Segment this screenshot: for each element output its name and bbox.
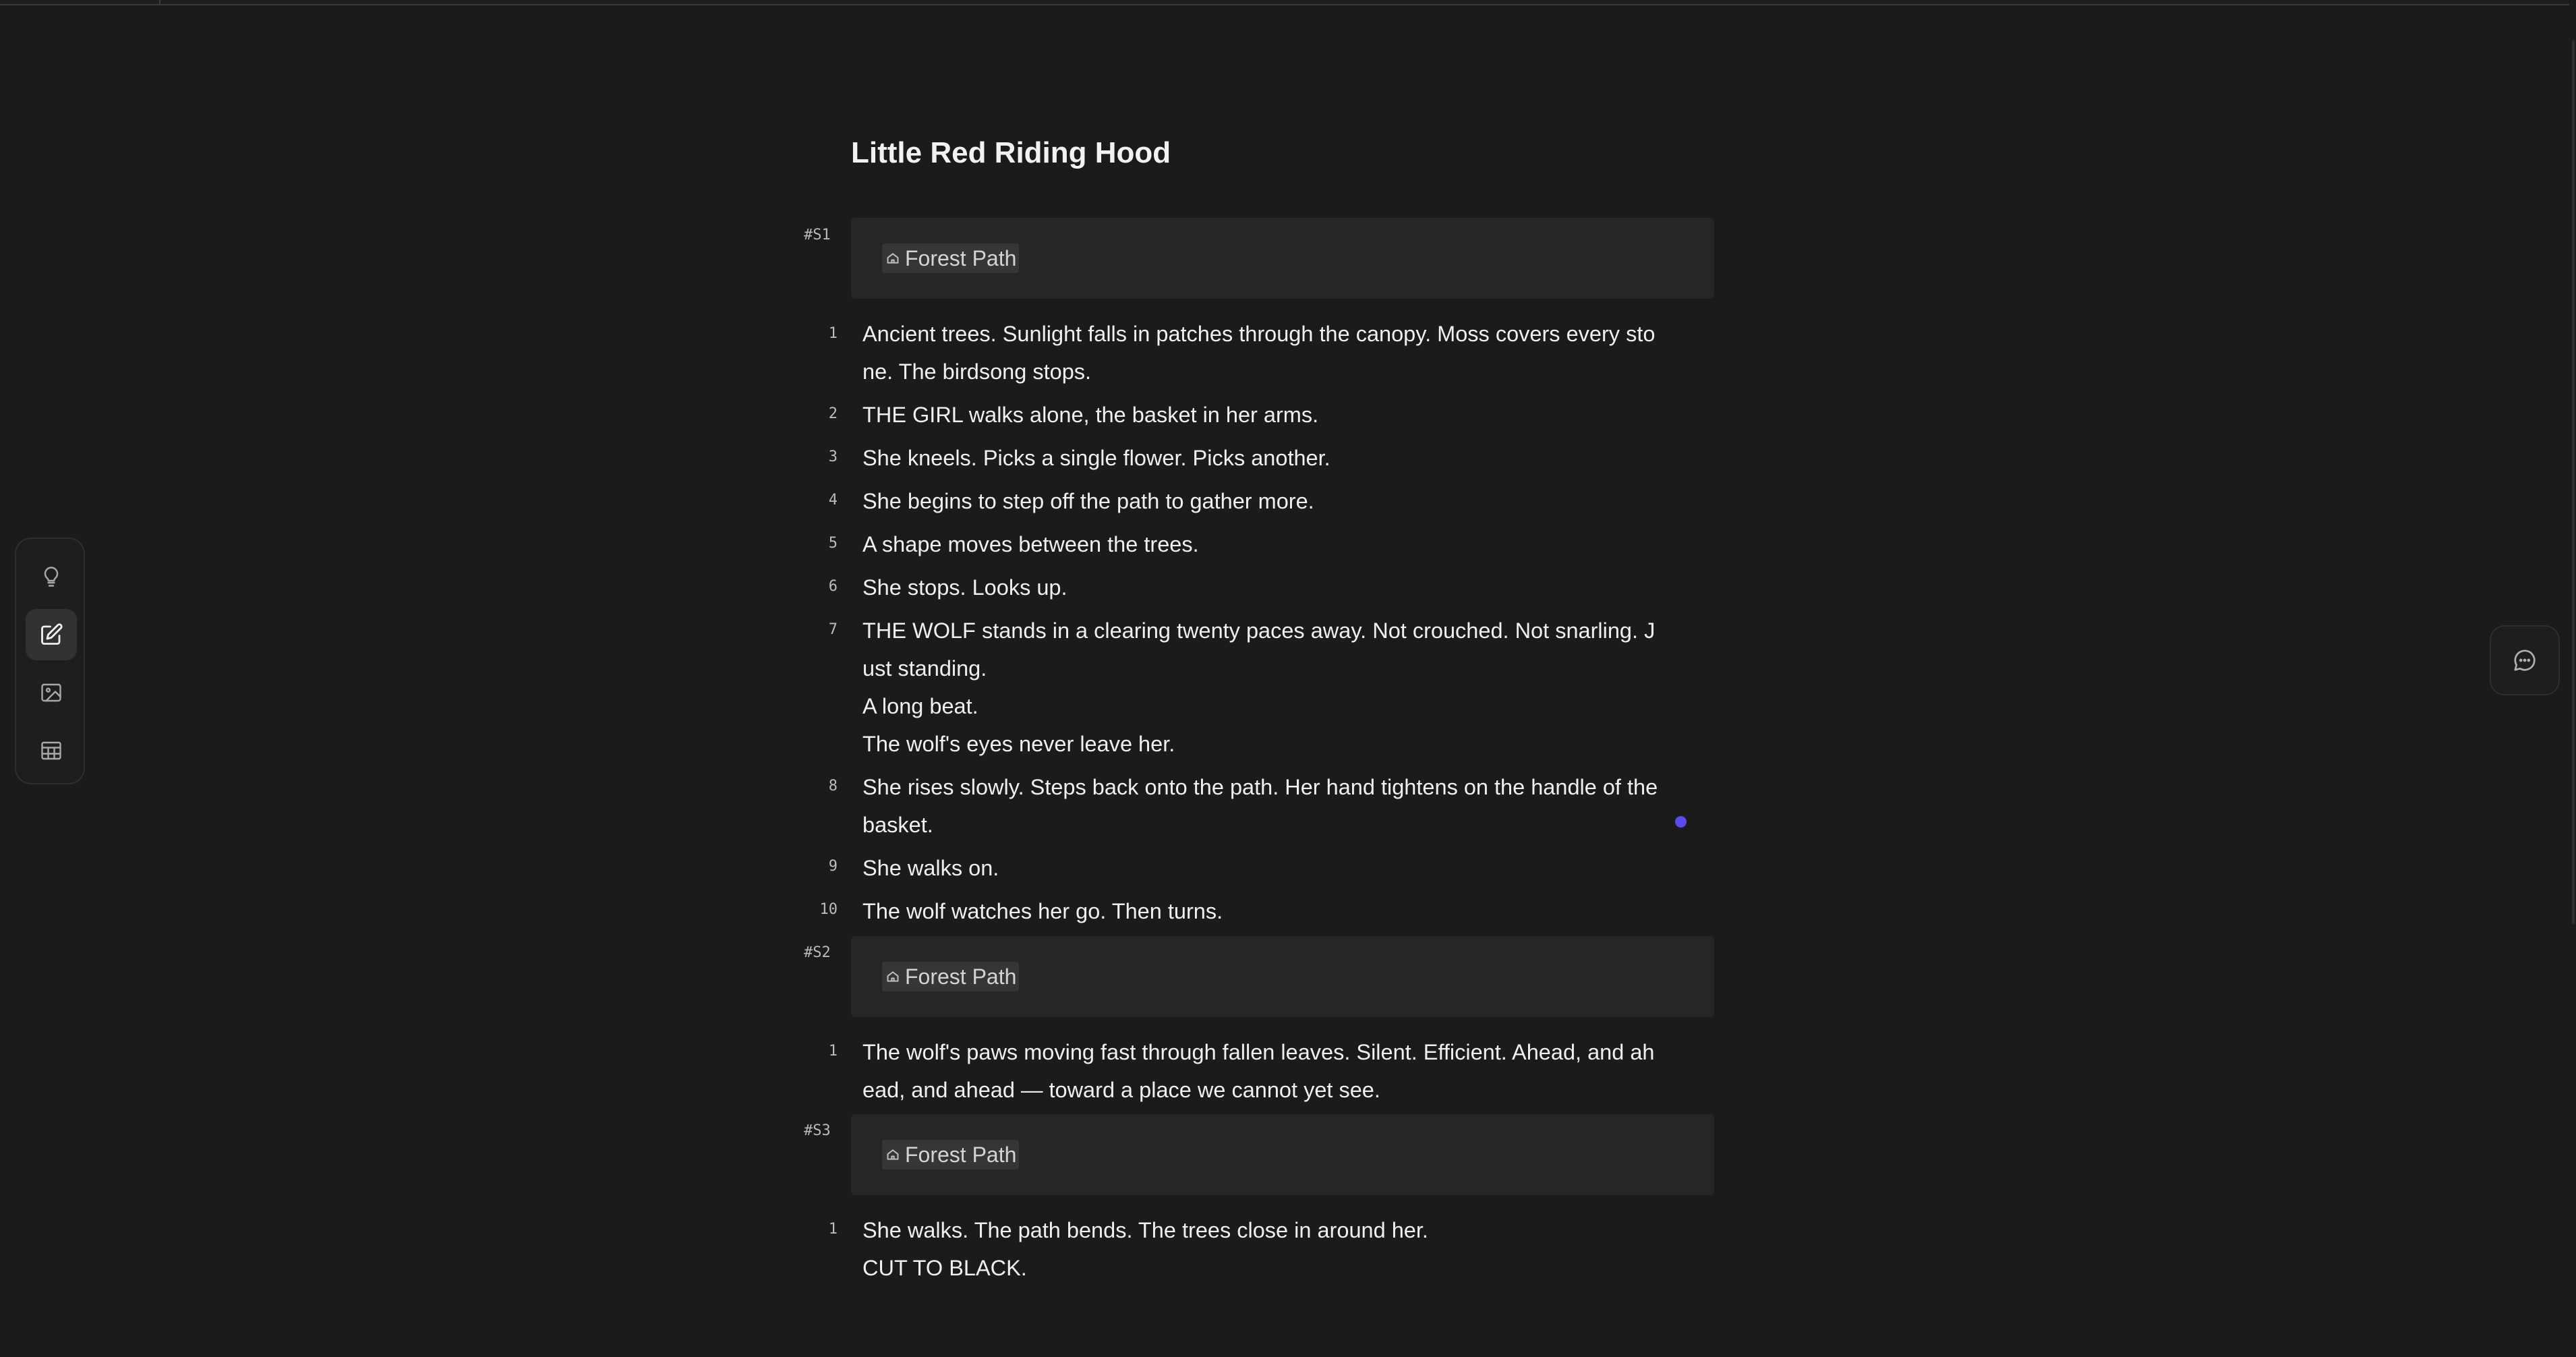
location-chip[interactable]: [882, 962, 1019, 991]
scene-heading[interactable]: [851, 1114, 1714, 1195]
scene-heading[interactable]: [851, 936, 1714, 1017]
script-line[interactable]: [862, 892, 1712, 930]
script-line[interactable]: [862, 849, 1712, 887]
location-label: Forest Path: [905, 964, 1017, 989]
script-line[interactable]: [862, 482, 1712, 520]
script-line[interactable]: [862, 768, 1712, 844]
line-text: The wolf's eyes never leave her.: [862, 732, 1175, 756]
line-number: 1: [828, 1221, 838, 1238]
lightbulb-icon: [39, 565, 63, 589]
line-text: She stops. Looks up.: [862, 575, 1067, 600]
line-number: 2: [828, 405, 838, 422]
line-number: 9: [828, 858, 838, 875]
comment-icon: [2511, 647, 2538, 674]
script-line[interactable]: [862, 1211, 1712, 1287]
home-icon: [886, 252, 900, 265]
line-text: She kneels. Picks a single flower. Picks another.: [862, 446, 1330, 470]
line-number: 3: [828, 449, 838, 465]
scrollbar[interactable]: [2569, 0, 2576, 1357]
location-label: Forest Path: [905, 246, 1017, 270]
line-number: 1: [828, 325, 838, 342]
line-text: The wolf's paws moving fast through fallen leaves. Silent. Efficient. Ahead, and ah: [862, 1040, 1655, 1064]
script-line[interactable]: [862, 569, 1712, 606]
edit-icon: [39, 623, 63, 647]
scrollbar-thumb[interactable]: [2572, 40, 2575, 924]
document-title[interactable]: Little Red Riding Hood: [851, 136, 1171, 169]
home-icon: [886, 1148, 900, 1161]
line-number: 4: [828, 492, 838, 509]
line-text: ne. The birdsong stops.: [862, 359, 1092, 384]
scene-tag: #S2: [804, 944, 831, 961]
line-text: The wolf watches her go. Then turns.: [862, 899, 1223, 923]
line-text: THE GIRL walks alone, the basket in her arms.: [862, 403, 1319, 427]
line-text: She walks on.: [862, 856, 999, 880]
top-border: [0, 0, 2576, 5]
scene-tag: #S3: [804, 1122, 831, 1139]
line-number: 7: [828, 621, 838, 638]
line-text: She walks. The path bends. The trees close in around her.: [862, 1218, 1428, 1242]
line-text: ead, and ahead — toward a place we cannot yet see.: [862, 1078, 1380, 1102]
scene-tag: #S1: [804, 227, 831, 243]
home-icon: [886, 970, 900, 983]
cursor-dot: [1675, 816, 1687, 828]
line-text: A long beat.: [862, 694, 978, 718]
scene-heading[interactable]: [851, 218, 1714, 299]
script-line[interactable]: [862, 396, 1712, 434]
image-tool-button[interactable]: [26, 667, 77, 718]
script-line[interactable]: [862, 439, 1712, 477]
line-number: 8: [828, 778, 838, 795]
line-number: 6: [828, 578, 838, 595]
line-text: ust standing.: [862, 656, 987, 681]
line-text: THE WOLF stands in a clearing twenty paces away. Not crouched. Not snarling. J: [862, 618, 1656, 643]
line-number: 1: [828, 1043, 838, 1060]
line-text: She rises slowly. Steps back onto the path. Her hand tightens on the handle of the: [862, 775, 1658, 799]
location-chip[interactable]: [882, 243, 1019, 273]
comments-button[interactable]: [2490, 625, 2560, 695]
script-line[interactable]: [862, 525, 1712, 563]
image-icon: [39, 681, 63, 705]
line-number: 10: [819, 901, 838, 918]
line-number: 5: [828, 535, 838, 552]
ideas-tool-button[interactable]: [26, 551, 77, 602]
location-label: Forest Path: [905, 1142, 1017, 1167]
script-line[interactable]: [862, 315, 1712, 391]
left-toolbar: [15, 538, 85, 784]
line-text: She begins to step off the path to gather more.: [862, 489, 1314, 513]
line-text: Ancient trees. Sunlight falls in patches through the canopy. Moss covers every sto: [862, 322, 1656, 346]
film-icon: [39, 739, 63, 763]
line-text: A shape moves between the trees.: [862, 532, 1199, 556]
write-tool-button[interactable]: [26, 609, 77, 660]
line-text: basket.: [862, 813, 933, 837]
tab-divider: [159, 0, 160, 4]
storyboard-tool-button[interactable]: [26, 725, 77, 776]
location-chip[interactable]: [882, 1140, 1019, 1170]
line-text: CUT TO BLACK.: [862, 1256, 1027, 1280]
script-line[interactable]: [862, 612, 1712, 763]
script-line[interactable]: [862, 1033, 1712, 1109]
